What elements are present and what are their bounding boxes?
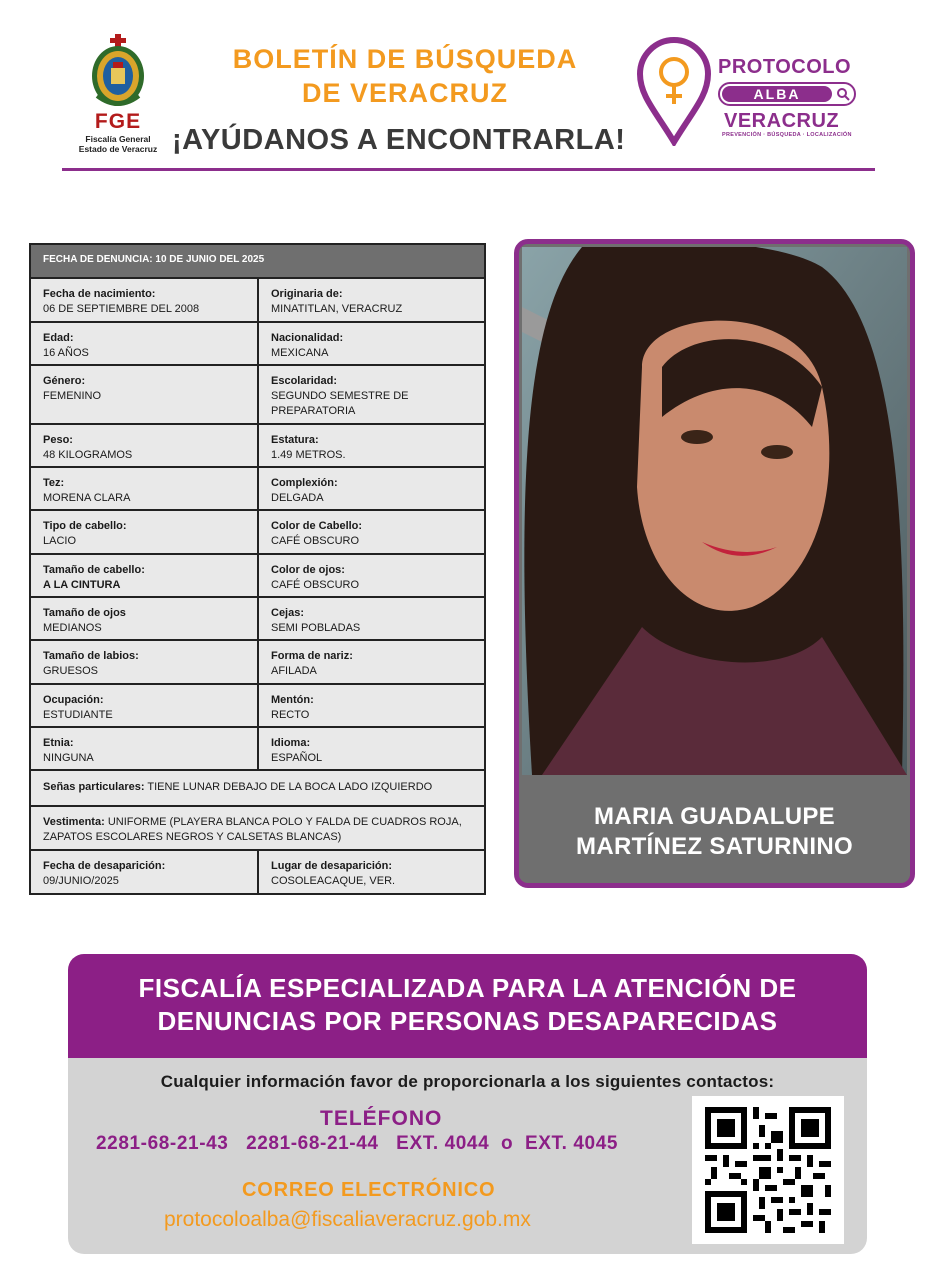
table-cell xyxy=(259,366,484,423)
field-label: Forma de nariz: xyxy=(271,650,353,662)
person-name-line-1: MARIA GUADALUPE xyxy=(594,803,835,830)
field-value: 16 AÑOS xyxy=(43,347,89,359)
field-value: SEMI POBLADAS xyxy=(271,622,361,634)
missing-person-data-table xyxy=(29,243,486,895)
bulletin-title-line-2: DE VERACRUZ xyxy=(301,78,508,108)
alba-logo-line-2: ALBA xyxy=(722,86,832,102)
field-value: 1.49 METROS. xyxy=(271,449,346,461)
table-cell xyxy=(31,728,259,769)
email-link[interactable]: protocoloalba@fiscaliaveracruz.gob.mx xyxy=(164,1208,531,1231)
table-row xyxy=(31,641,484,685)
phone-label: TELÉFONO xyxy=(320,1107,443,1130)
field-label: Ocupación: xyxy=(43,694,104,706)
field-label: Señas particulares: xyxy=(43,781,145,793)
field-value: GRUESOS xyxy=(43,665,99,677)
field-label: Edad: xyxy=(43,332,74,344)
table-cell xyxy=(31,279,259,321)
agency-banner xyxy=(68,954,867,1058)
field-value: SEGUNDO SEMESTRE DE PREPARATORIA xyxy=(271,390,409,417)
protocolo-alba-logo xyxy=(636,36,866,146)
table-cell xyxy=(31,685,259,726)
field-value: CAFÉ OBSCURO xyxy=(271,535,360,547)
person-photo xyxy=(522,247,907,775)
qr-code[interactable] xyxy=(692,1096,844,1244)
field-value: CAFÉ OBSCURO xyxy=(271,579,360,591)
table-cell xyxy=(259,279,484,321)
table-cell xyxy=(259,323,484,364)
search-icon xyxy=(836,87,850,101)
header-divider xyxy=(62,168,875,171)
field-value: NINGUNA xyxy=(43,752,94,764)
contact-note: Cualquier información favor de proporcionarla a los siguientes contactos: xyxy=(160,1072,775,1091)
field-value: 48 KILOGRAMOS xyxy=(43,449,133,461)
field-value: 06 DE SEPTIEMBRE DEL 2008 xyxy=(43,303,200,315)
alba-logo-line-1: PROTOCOLO xyxy=(718,56,852,78)
distinguishing-marks xyxy=(31,771,484,805)
alba-logo-line-3: VERACRUZ xyxy=(724,110,840,132)
field-value: TIENE LUNAR DEBAJO DE LA BOCA LADO IZQUIERDO xyxy=(147,781,433,793)
field-label: Color de ojos: xyxy=(271,564,345,576)
table-cell xyxy=(31,323,259,364)
fge-logo xyxy=(68,34,168,154)
person-name-line-2: MARTÍNEZ SATURNINO xyxy=(576,833,853,860)
field-label: Fecha de desaparición: xyxy=(43,860,166,872)
email-label: CORREO ELECTRÓNICO xyxy=(242,1179,496,1201)
phone-numbers[interactable]: 2281-68-21-43 2281-68-21-44 EXT. 4044 o EXT. 4045 xyxy=(96,1133,619,1154)
table-row xyxy=(31,425,484,468)
table-row xyxy=(31,807,484,851)
field-label: Tez: xyxy=(43,477,65,489)
table-cell xyxy=(259,851,484,893)
field-label: Género: xyxy=(43,375,86,387)
qr-code-icon xyxy=(705,1107,831,1233)
map-pin-female-icon xyxy=(636,36,712,146)
field-value: ESPAÑOL xyxy=(271,752,323,764)
field-label: Tamaño de ojos xyxy=(43,607,126,619)
table-cell xyxy=(259,728,484,769)
alba-logo-pill xyxy=(718,82,856,106)
table-cell xyxy=(259,468,484,509)
table-row xyxy=(31,771,484,807)
field-value: LACIO xyxy=(43,535,77,547)
table-cell xyxy=(31,555,259,596)
field-value: MINATITLAN, VERACRUZ xyxy=(271,303,403,315)
table-row xyxy=(31,598,484,641)
field-label: Estatura: xyxy=(271,434,319,446)
field-label: Etnia: xyxy=(43,737,74,749)
table-row xyxy=(31,511,484,555)
table-row xyxy=(31,279,484,323)
agency-line-2: DENUNCIAS POR PERSONAS DESAPARECIDAS xyxy=(157,1006,778,1036)
field-label: Tamaño de cabello: xyxy=(43,564,145,576)
clothing xyxy=(31,807,484,849)
alba-logo-tagline: PREVENCIÓN · BÚSQUEDA · LOCALIZACIÓN xyxy=(722,132,852,138)
bulletin-title-line-1: BOLETÍN DE BÚSQUEDA xyxy=(232,44,578,74)
table-cell xyxy=(31,598,259,639)
field-label: Nacionalidad: xyxy=(271,332,344,344)
table-cell xyxy=(259,425,484,466)
field-label: Color de Cabello: xyxy=(271,520,363,532)
table-cell xyxy=(31,511,259,553)
contact-panel xyxy=(68,1058,867,1254)
table-cell xyxy=(259,511,484,553)
field-value: AFILADA xyxy=(271,665,317,677)
field-value: MORENA CLARA xyxy=(43,492,131,504)
table-row xyxy=(31,468,484,511)
field-label: Vestimenta: xyxy=(43,816,105,828)
table-row xyxy=(31,366,484,425)
table-row xyxy=(31,851,484,893)
field-value: DELGADA xyxy=(271,492,324,504)
person-name xyxy=(519,781,910,881)
table-cell xyxy=(31,366,259,423)
field-value: A LA CINTURA xyxy=(43,579,121,591)
field-value: MEDIANOS xyxy=(43,622,102,634)
field-label: Complexión: xyxy=(271,477,338,489)
field-value: RECTO xyxy=(271,709,310,721)
field-label: Tipo de cabello: xyxy=(43,520,127,532)
table-row xyxy=(31,728,484,771)
field-label: Cejas: xyxy=(271,607,305,619)
table-row xyxy=(31,555,484,598)
person-photo-card xyxy=(514,239,915,888)
field-value: 09/JUNIO/2025 xyxy=(43,875,119,887)
field-value: ESTUDIANTE xyxy=(43,709,113,721)
field-label: Fecha de nacimiento: xyxy=(43,288,156,300)
field-label: Originaria de: xyxy=(271,288,343,300)
field-label: Peso: xyxy=(43,434,73,446)
table-cell xyxy=(259,555,484,596)
table-row xyxy=(31,323,484,366)
field-value: COSOLEACAQUE, VER. xyxy=(271,875,396,887)
field-label: Mentón: xyxy=(271,694,314,706)
table-cell xyxy=(31,641,259,683)
veracruz-shield-icon xyxy=(87,34,149,108)
fge-logo-text: FGE xyxy=(94,110,142,133)
table-cell xyxy=(31,468,259,509)
table-cell xyxy=(31,851,259,893)
table-cell xyxy=(259,685,484,726)
field-label: Escolaridad: xyxy=(271,375,338,387)
field-label: Lugar de desaparición: xyxy=(271,860,393,872)
table-row xyxy=(31,685,484,728)
fge-subtitle-1: Fiscalía General xyxy=(85,134,151,144)
field-value: MEXICANA xyxy=(271,347,329,359)
complaint-date: FECHA DE DENUNCIA: 10 DE JUNIO DEL 2025 xyxy=(31,245,484,279)
agency-line-1: FISCALÍA ESPECIALIZADA PARA LA ATENCIÓN DE xyxy=(138,973,797,1003)
table-cell xyxy=(259,598,484,639)
field-label: Idioma: xyxy=(271,737,311,749)
help-headline: ¡AYÚDANOS A ENCONTRARLA! xyxy=(172,124,626,156)
field-value: UNIFORME (PLAYERA BLANCA POLO Y FALDA DE CUADROS ROJA, ZAPATOS ESCOLARES NEGROS Y CALSETAS BLANCAS) xyxy=(43,816,462,843)
table-cell xyxy=(31,425,259,466)
field-value: FEMENINO xyxy=(43,390,102,402)
table-cell xyxy=(259,641,484,683)
field-label: Tamaño de labios: xyxy=(43,650,139,662)
fge-subtitle-2: Estado de Veracruz xyxy=(78,144,158,154)
